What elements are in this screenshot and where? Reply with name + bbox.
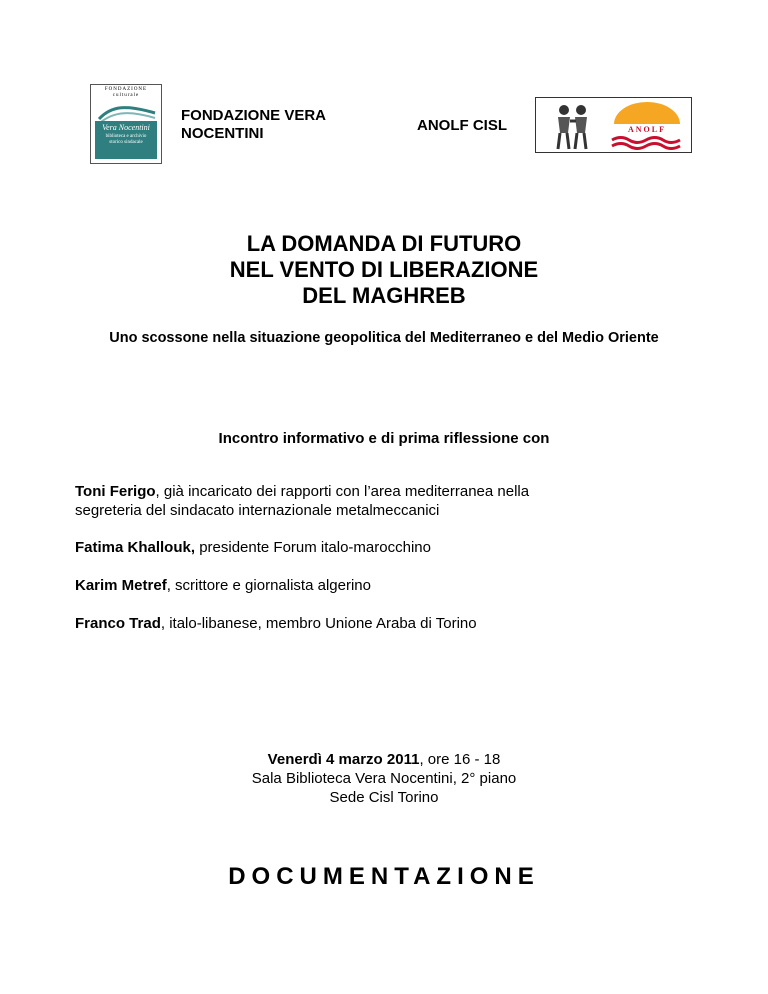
speaker-name: Franco Trad xyxy=(75,615,161,632)
event-date: Venerdì 4 marzo 2011 xyxy=(267,751,420,768)
left-org-name xyxy=(181,107,326,143)
intro-text: Incontro informativo e di prima riflessione con xyxy=(218,430,550,447)
speaker-item xyxy=(75,538,695,557)
fvn-logo-band xyxy=(95,121,157,159)
fvn-logo-top-text: FONDAZIONE culturale xyxy=(104,87,148,98)
title-line3: DEL MAGHREB xyxy=(302,283,466,308)
speaker-item xyxy=(75,576,695,595)
anolf-logo xyxy=(535,97,692,153)
fvn-logo-sub2: storico sindacale xyxy=(109,140,143,145)
speaker-desc-cont: segreteria del sindacato internazionale metalmeccanici xyxy=(75,502,440,519)
fvn-logo-name: Vera Nocentini xyxy=(102,123,150,132)
people-icon xyxy=(548,101,598,151)
event-venue: Sede Cisl Torino xyxy=(329,789,439,806)
speaker-desc: presidente Forum italo-marocchino xyxy=(195,539,431,556)
event-time: , ore 16 - 18 xyxy=(419,751,501,768)
fvn-logo-sub xyxy=(95,134,157,146)
speaker-name: Karim Metref xyxy=(75,577,167,594)
speaker-name: Toni Ferigo xyxy=(75,483,156,500)
title-line2: NEL VENTO DI LIBERAZIONE xyxy=(229,257,539,282)
left-org-line2: NOCENTINI xyxy=(181,125,264,142)
speaker-desc: , italo-libanese, membro Unione Araba di Torino xyxy=(160,615,477,632)
anolf-logo-text: ANOLF xyxy=(628,125,666,134)
speaker-desc: , scrittore e giornalista algerino xyxy=(166,577,371,594)
event-info xyxy=(0,750,768,807)
subtitle: Uno scossone nella situazione geopolitica del Mediterraneo e del Medio Oriente xyxy=(109,330,659,346)
left-org-line1: FONDAZIONE VERA xyxy=(181,107,327,124)
fvn-logo xyxy=(90,84,162,164)
event-date-line xyxy=(0,750,768,769)
speaker-item xyxy=(75,614,695,633)
documentation-heading: DOCUMENTAZIONE xyxy=(228,863,540,890)
speaker-item xyxy=(75,482,695,520)
title-line1: LA DOMANDA DI FUTURO xyxy=(246,231,522,256)
right-org-name: ANOLF CISL xyxy=(417,117,507,134)
wave-icon xyxy=(97,101,157,123)
page-title xyxy=(0,231,768,309)
speaker-name: Fatima Khallouk, xyxy=(75,539,196,556)
speaker-desc: , già incaricato dei rapporti con l’area mediterranea nella xyxy=(155,483,530,500)
event-place: Sala Biblioteca Vera Nocentini, 2° piano xyxy=(251,770,517,787)
fvn-logo-sub1: biblioteca e archivio xyxy=(105,134,147,139)
